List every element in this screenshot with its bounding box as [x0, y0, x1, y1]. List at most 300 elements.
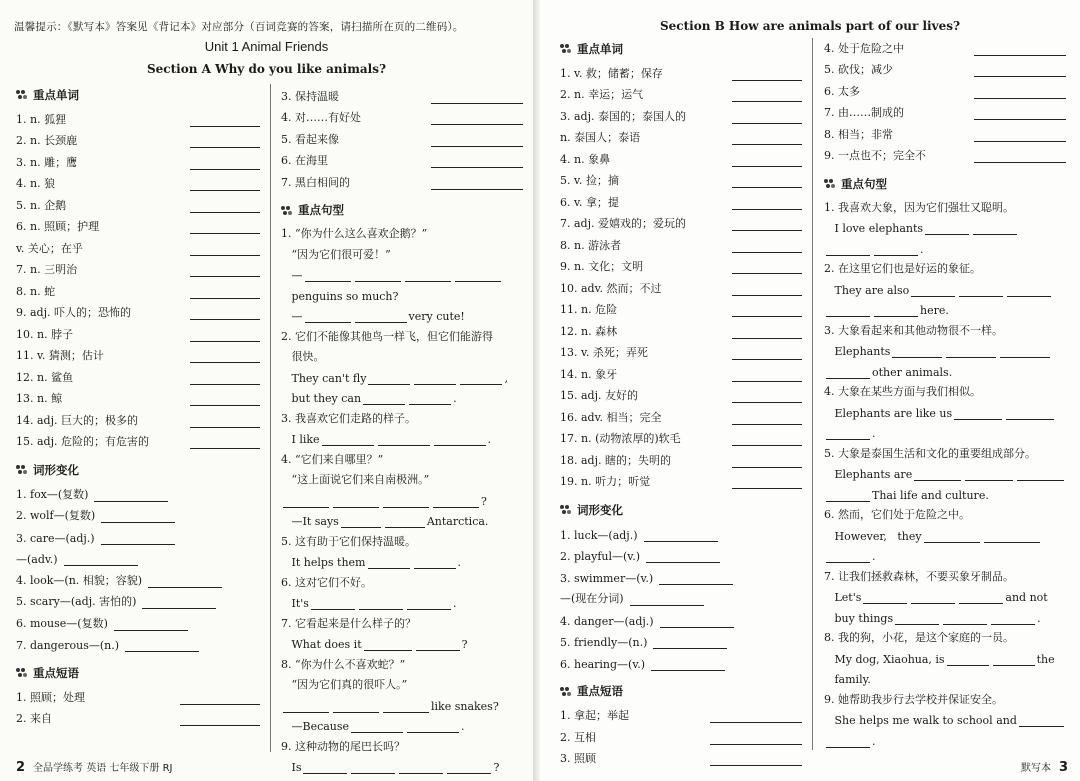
sentence-line	[281, 713, 523, 734]
sentence-text: 6. 然而，它们处于危险之中。	[824, 508, 970, 521]
answer-blank[interactable]	[732, 284, 802, 296]
answer-blank[interactable]	[64, 554, 138, 566]
answer-blank[interactable]	[646, 551, 720, 563]
vocab-label: 2. n. 幸运；运气	[560, 88, 644, 101]
sentence-text: 2. 它们不能像其他鸟一样飞，但它们能游得	[281, 329, 493, 343]
answer-blank[interactable]	[911, 285, 955, 297]
answer-blank[interactable]	[283, 701, 329, 713]
sentence-line	[281, 631, 523, 652]
answer-blank[interactable]	[965, 469, 1012, 481]
sentence-line	[824, 584, 1066, 605]
answer-blank[interactable]	[826, 551, 870, 563]
punctuation: ?	[493, 761, 500, 774]
answer-blank[interactable]	[993, 654, 1035, 666]
sentence-text: However, they	[824, 529, 922, 543]
sentence-line	[824, 297, 1066, 318]
sentence-line	[281, 405, 523, 426]
vocab-row	[560, 274, 802, 296]
vocab-label: 6. v. 拿；提	[560, 195, 619, 209]
answer-blank[interactable]	[732, 155, 802, 167]
answer-blank[interactable]	[190, 179, 260, 191]
answer-blank[interactable]	[351, 721, 403, 733]
answer-blank[interactable]	[644, 530, 718, 542]
sentence-line	[824, 420, 1066, 441]
answer-blank[interactable]	[959, 285, 1003, 297]
form-row	[560, 649, 802, 671]
answer-blank[interactable]	[732, 262, 802, 274]
answer-blank[interactable]	[974, 44, 1066, 56]
answer-blank[interactable]	[732, 391, 802, 403]
phrase-row	[16, 683, 260, 705]
answer-blank[interactable]	[305, 270, 351, 282]
sentence-text: here.	[920, 304, 949, 317]
book-gutter	[533, 0, 540, 781]
answer-blank[interactable]	[190, 416, 260, 428]
answer-blank[interactable]	[651, 659, 725, 671]
answer-blank[interactable]	[351, 762, 395, 774]
sentence-heading-b: 重点句型	[824, 173, 1066, 194]
vocab-row	[560, 253, 802, 275]
answer-blank[interactable]	[434, 434, 486, 446]
form-label: 2. wolf—(复数)	[16, 509, 96, 522]
forms-list-a	[16, 480, 260, 652]
left-column-2	[281, 82, 523, 781]
vocab-row	[16, 363, 260, 385]
vocab-row	[560, 59, 802, 81]
sentence-text: It's	[281, 597, 309, 610]
answer-blank[interactable]	[959, 592, 1003, 604]
answer-blank[interactable]	[826, 367, 870, 379]
vocab-label: 8. n. 游泳者	[560, 238, 622, 252]
vocab-label: 2. n. 长颈鹿	[16, 134, 78, 147]
answer-blank[interactable]	[710, 754, 802, 766]
sentence-text: 9. 她帮助我步行去学校并保证安全。	[824, 692, 1003, 706]
sentence-text: “这上面说它们来自南极洲。”	[281, 473, 430, 486]
answer-blank[interactable]	[180, 693, 260, 705]
answer-blank[interactable]	[826, 490, 870, 502]
answer-blank[interactable]	[732, 477, 802, 489]
sentence-line	[824, 625, 1066, 646]
phrase-row	[560, 702, 802, 724]
answer-blank[interactable]	[431, 135, 523, 147]
form-label: —(现在分词)	[560, 592, 624, 605]
punctuation: ,	[504, 371, 508, 385]
vocab-label: 12. n. 森林	[560, 324, 618, 338]
answer-blank[interactable]	[363, 393, 405, 405]
forms-heading-b: 词形变化	[560, 499, 802, 520]
answer-blank[interactable]	[630, 594, 704, 606]
phrase-list-a	[16, 683, 260, 726]
sentence-text: Elephants are	[824, 468, 913, 481]
answer-blank[interactable]	[101, 533, 175, 545]
sentence-text: “因为它们很可爱！”	[281, 247, 391, 261]
answer-blank[interactable]	[1019, 715, 1064, 727]
answer-blank[interactable]	[863, 592, 907, 604]
answer-blank[interactable]	[874, 244, 918, 256]
sentence-line	[281, 364, 523, 385]
vocab-label: 1. n. 狐狸	[16, 112, 67, 126]
sentence-line	[824, 194, 1066, 215]
sentence-line	[824, 543, 1066, 564]
sentence-text: 2. 在这里它们也是好运的象征。	[824, 262, 981, 275]
vocab-label: 1. v. 救；储蓄；保存	[560, 66, 663, 80]
sentence-text: but they can	[281, 392, 362, 405]
answer-blank[interactable]	[303, 762, 347, 774]
sentence-text: 6. 这对它们不好。	[281, 575, 372, 589]
answer-blank[interactable]	[368, 557, 410, 569]
sentence-text: 很快。	[281, 350, 325, 363]
answer-blank[interactable]	[826, 736, 870, 748]
answer-blank[interactable]	[447, 762, 491, 774]
vocab-label: 9. adj. 吓人的；恐怖的	[16, 306, 131, 319]
answer-blank[interactable]	[943, 613, 987, 625]
vocab-label: 5. n. 企鹅	[16, 198, 67, 212]
sentence-line	[824, 481, 1066, 502]
phrase-row	[281, 82, 523, 104]
answer-blank[interactable]	[341, 516, 381, 528]
answer-blank[interactable]	[732, 198, 802, 210]
answer-blank[interactable]	[659, 573, 733, 585]
answer-blank[interactable]	[974, 151, 1066, 163]
sentence-line	[281, 241, 523, 262]
form-label: 6. mouse—(复数)	[16, 616, 108, 630]
phrase-label: 3. 照顾	[560, 752, 596, 765]
sentence-line	[281, 385, 523, 406]
vocab-label: 10. adv. 然而；不过	[560, 281, 662, 295]
answer-blank[interactable]	[1006, 408, 1054, 420]
vocab-row	[16, 299, 260, 321]
answer-blank[interactable]	[991, 613, 1035, 625]
sentence-text: Thai life and culture.	[872, 488, 989, 502]
sentence-text: I love elephants	[824, 222, 924, 235]
vocab-label: 13. n. 鲸	[16, 392, 63, 405]
vocab-list-a	[16, 105, 260, 449]
vocab-label: 10. n. 脖子	[16, 327, 74, 341]
sentence-line	[824, 379, 1066, 400]
answer-blank[interactable]	[460, 373, 502, 385]
answer-blank[interactable]	[1017, 469, 1064, 481]
vocab-label: 12. n. 鲨鱼	[16, 370, 74, 384]
form-label: 4. danger—(adj.)	[560, 614, 654, 628]
answer-blank[interactable]	[954, 408, 1002, 420]
answer-blank[interactable]	[431, 92, 523, 104]
phrase-row	[824, 34, 1066, 56]
sentence-text: penguins so much?	[281, 289, 399, 303]
answer-blank[interactable]	[407, 721, 459, 733]
answer-blank[interactable]	[364, 639, 412, 651]
answer-blank[interactable]	[914, 469, 961, 481]
answer-blank[interactable]	[710, 711, 802, 723]
answer-blank[interactable]	[826, 428, 870, 440]
answer-blank[interactable]	[414, 373, 456, 385]
answer-blank[interactable]	[431, 156, 523, 168]
answer-blank[interactable]	[732, 348, 802, 360]
answer-blank[interactable]	[732, 456, 802, 468]
form-row	[16, 523, 260, 545]
answer-blank[interactable]	[333, 701, 379, 713]
vocab-label: 14. n. 象牙	[560, 367, 618, 381]
answer-blank[interactable]	[947, 654, 989, 666]
answer-blank[interactable]	[305, 311, 351, 323]
vocab-row	[560, 425, 802, 447]
form-label: 1. luck—(adj.)	[560, 528, 638, 542]
answer-blank[interactable]	[732, 305, 802, 317]
sentence-line	[824, 522, 1066, 543]
vocab-label: 11. v. 猜测；估计	[16, 349, 104, 362]
answer-blank[interactable]	[383, 496, 429, 508]
answer-blank[interactable]	[732, 219, 802, 231]
answer-blank[interactable]	[114, 619, 188, 631]
answer-blank[interactable]	[378, 434, 430, 446]
answer-blank[interactable]	[190, 308, 260, 320]
answer-blank[interactable]	[125, 640, 199, 652]
answer-blank[interactable]	[431, 178, 523, 190]
vocab-row	[560, 360, 802, 382]
answer-blank[interactable]	[311, 598, 355, 610]
page-number: 2	[16, 760, 26, 775]
answer-blank[interactable]	[874, 305, 918, 317]
footer-left	[16, 759, 172, 775]
sentence-text: very cute!	[408, 310, 465, 323]
vocab-row	[560, 231, 802, 253]
vocab-row	[560, 167, 802, 189]
dots-icon	[281, 205, 292, 216]
answer-blank[interactable]	[732, 241, 802, 253]
answer-blank[interactable]	[190, 394, 260, 406]
sentence-text: 4. 大象在某些方面与我们相似。	[824, 385, 981, 398]
form-label: 2. playful—(v.)	[560, 550, 640, 563]
form-label: 1. fox—(复数)	[16, 487, 89, 501]
answer-blank[interactable]	[431, 113, 523, 125]
answer-blank[interactable]	[190, 437, 260, 449]
answer-blank[interactable]	[732, 370, 802, 382]
vocab-label: 9. n. 文化；文明	[560, 260, 644, 273]
answer-blank[interactable]	[974, 130, 1066, 142]
vocab-list-b	[560, 59, 802, 489]
form-label: 4. look—(n. 相貌；容貌)	[16, 573, 143, 587]
sentence-line	[824, 727, 1066, 748]
answer-blank[interactable]	[190, 287, 260, 299]
vocab-heading-a: 重点单词	[16, 84, 260, 105]
sentence-line	[824, 707, 1066, 728]
answer-blank[interactable]	[974, 65, 1066, 77]
vocab-label: 3. adj. 泰国的；泰国人的	[560, 109, 686, 123]
form-label: 5. scary—(adj. 害怕的)	[16, 595, 137, 608]
phrase-row	[824, 120, 1066, 142]
answer-blank[interactable]	[973, 223, 1017, 235]
vocab-label: 13. v. 杀死；弄死	[560, 346, 648, 359]
sentence-line	[824, 338, 1066, 359]
answer-blank[interactable]	[190, 158, 260, 170]
vocab-row	[560, 382, 802, 404]
phrase-label: 4. 对……有好处	[281, 111, 361, 124]
answer-blank[interactable]	[455, 270, 501, 282]
unit-title: Unit 1 Animal Friends	[204, 39, 329, 54]
answer-blank[interactable]	[660, 616, 734, 628]
punctuation: .	[872, 427, 876, 440]
answer-blank[interactable]	[359, 598, 403, 610]
vocab-row	[560, 145, 802, 167]
section-b-title: Section B How are animals part of our lives?	[659, 19, 960, 33]
answer-blank[interactable]	[190, 136, 260, 148]
answer-blank[interactable]	[1007, 285, 1051, 297]
vocab-row	[16, 428, 260, 450]
dots-icon	[560, 504, 571, 515]
answer-blank[interactable]	[924, 531, 980, 543]
vocab-row	[560, 339, 802, 361]
answer-blank[interactable]	[190, 373, 260, 385]
vocab-row	[560, 102, 802, 124]
footer-text: 全品学练考 英语 七年级下册 RJ	[33, 763, 173, 774]
phrase-row	[824, 56, 1066, 78]
phrase-label: 9. 一点也不；完全不	[824, 149, 926, 162]
answer-blank[interactable]	[94, 490, 168, 502]
vocab-label: 17. n. (动物浓厚的)软毛	[560, 432, 681, 445]
vocab-label: 11. n. 危险	[560, 303, 618, 316]
phrase-label: 7. 由……制成的	[824, 106, 904, 119]
answer-blank[interactable]	[892, 346, 942, 358]
answer-blank[interactable]	[895, 613, 939, 625]
phrase-heading-b: 重点短语	[560, 681, 802, 702]
answer-blank[interactable]	[355, 311, 407, 323]
section-a-title: Section A Why do you like animals?	[146, 62, 387, 76]
phrase-row	[281, 125, 523, 147]
answer-blank[interactable]	[405, 270, 451, 282]
punctuation: .	[453, 392, 457, 405]
answer-blank[interactable]	[732, 90, 802, 102]
sentence-text: What does it	[281, 638, 362, 651]
answer-blank[interactable]	[383, 701, 429, 713]
answer-blank[interactable]	[283, 496, 329, 508]
phrase-row	[281, 104, 523, 126]
sentence-text: —It says	[281, 515, 339, 528]
answer-blank[interactable]	[407, 598, 451, 610]
phrase-row	[560, 745, 802, 767]
vocab-row	[560, 210, 802, 232]
answer-blank[interactable]	[653, 637, 727, 649]
vocab-heading-b: 重点单词	[560, 38, 802, 59]
page-number: 3	[1058, 760, 1068, 775]
sentence-text: 3. 我喜欢它们走路的样子。	[281, 411, 416, 425]
phrase-row	[281, 168, 523, 190]
answer-blank[interactable]	[732, 133, 802, 145]
answer-blank[interactable]	[732, 434, 802, 446]
answer-blank[interactable]	[1000, 346, 1050, 358]
answer-blank[interactable]	[732, 69, 802, 81]
answer-blank[interactable]	[416, 639, 460, 651]
answer-blank[interactable]	[101, 511, 175, 523]
sentence-line	[281, 672, 523, 693]
punctuation: ?	[481, 494, 487, 508]
sentence-line	[824, 317, 1066, 338]
answer-blank[interactable]	[148, 576, 222, 588]
vocab-row	[16, 406, 260, 428]
sentence-text: Elephants	[824, 345, 891, 358]
form-row	[560, 628, 802, 650]
phrase-label: 4. 处于危险之中	[824, 41, 904, 55]
form-row	[16, 480, 260, 502]
answer-blank[interactable]	[190, 115, 260, 127]
sentence-line	[824, 256, 1066, 277]
phrase-label: 8. 相当；非常	[824, 127, 893, 141]
vocab-label: n. 泰国人；泰语	[560, 131, 641, 144]
answer-blank[interactable]	[409, 393, 451, 405]
sentence-line	[281, 323, 523, 344]
sentence-text: 1. 我喜欢大象，因为它们强壮又聪明。	[824, 200, 1014, 214]
answer-blank[interactable]	[190, 244, 260, 256]
answer-blank[interactable]	[190, 351, 260, 363]
right-column-1	[560, 38, 802, 781]
answer-blank[interactable]	[732, 176, 802, 188]
answer-blank[interactable]	[190, 222, 260, 234]
answer-blank[interactable]	[826, 305, 870, 317]
sentence-text: —	[281, 310, 303, 323]
sentence-line	[824, 399, 1066, 420]
answer-blank[interactable]	[414, 557, 456, 569]
forms-heading-a: 词形变化	[16, 459, 260, 480]
vocab-row	[16, 256, 260, 278]
vocab-label: 16. adv. 相当；完全	[560, 410, 662, 424]
answer-blank[interactable]	[355, 270, 401, 282]
form-label: 6. hearing—(v.)	[560, 657, 646, 671]
answer-blank[interactable]	[180, 714, 260, 726]
dots-icon	[16, 89, 27, 100]
form-row	[560, 542, 802, 564]
answer-blank[interactable]	[925, 223, 969, 235]
answer-blank[interactable]	[911, 592, 955, 604]
sentence-text: 7. 让我们拯救森林，不要买象牙制品。	[824, 569, 1014, 583]
answer-blank[interactable]	[433, 496, 479, 508]
phrase-row	[824, 77, 1066, 99]
vocab-row	[560, 81, 802, 103]
phrase-row	[281, 147, 523, 169]
answer-blank[interactable]	[732, 327, 802, 339]
answer-blank[interactable]	[946, 346, 996, 358]
answer-blank[interactable]	[974, 87, 1066, 99]
answer-blank[interactable]	[710, 733, 802, 745]
answer-blank[interactable]	[190, 201, 260, 213]
sentence-line	[281, 262, 523, 283]
answer-blank[interactable]	[322, 434, 374, 446]
vocab-row	[560, 296, 802, 318]
vocab-label: 6. n. 照顾；护理	[16, 220, 100, 233]
vocab-label: 5. v. 捡；摘	[560, 174, 619, 187]
phrase-row	[824, 142, 1066, 164]
sentence-text: Let's	[824, 591, 862, 604]
answer-blank[interactable]	[984, 531, 1040, 543]
answer-blank[interactable]	[368, 373, 410, 385]
right-column-2	[824, 34, 1066, 781]
answer-blank[interactable]	[333, 496, 379, 508]
answer-blank[interactable]	[399, 762, 443, 774]
vocab-row	[16, 277, 260, 299]
phrase-label: 7. 黑白相间的	[281, 175, 350, 189]
answer-blank[interactable]	[732, 413, 802, 425]
sentence-line	[281, 508, 523, 529]
answer-blank[interactable]	[190, 265, 260, 277]
answer-blank[interactable]	[974, 108, 1066, 120]
answer-blank[interactable]	[142, 597, 216, 609]
answer-blank[interactable]	[385, 516, 425, 528]
vocab-row	[16, 191, 260, 213]
sentence-text: Elephants are like us	[824, 406, 953, 420]
sentence-line	[824, 276, 1066, 297]
sentence-line	[824, 604, 1066, 625]
answer-blank[interactable]	[732, 112, 802, 124]
answer-blank[interactable]	[190, 330, 260, 342]
answer-blank[interactable]	[826, 244, 870, 256]
form-row	[560, 563, 802, 585]
